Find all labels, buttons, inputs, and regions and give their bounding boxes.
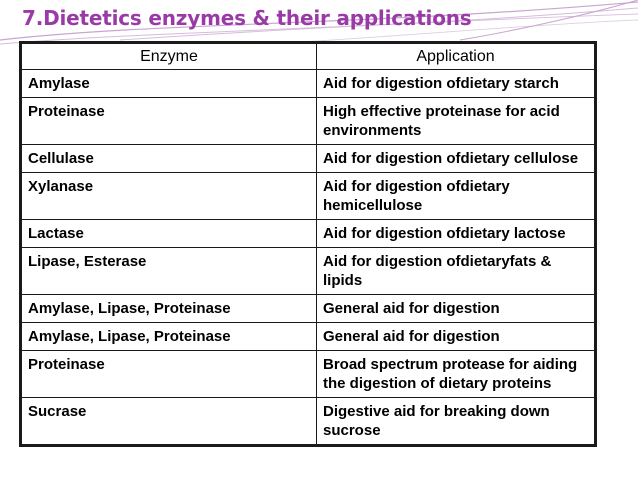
table-row bbox=[22, 248, 595, 295]
enzyme-cell: Amylase bbox=[22, 70, 317, 98]
application-cell: Aid for digestion ofdietary lactose bbox=[317, 220, 595, 248]
table-row bbox=[22, 323, 595, 351]
enzyme-cell: Sucrase bbox=[22, 398, 317, 445]
application-cell: Aid for digestion ofdietaryfats & lipids bbox=[317, 248, 595, 295]
table-row bbox=[22, 351, 595, 398]
application-cell: Aid for digestion ofdietary cellulose bbox=[317, 145, 595, 173]
column-header-enzyme: Enzyme bbox=[22, 44, 317, 70]
table-row bbox=[22, 98, 595, 145]
enzyme-cell: Proteinase bbox=[22, 351, 317, 398]
application-cell: General aid for digestion bbox=[317, 295, 595, 323]
table-row bbox=[22, 145, 595, 173]
table-row bbox=[22, 70, 595, 98]
slide-title: 7.Dietetics enzymes & their applications bbox=[22, 6, 472, 30]
table-row bbox=[22, 398, 595, 445]
enzyme-table bbox=[19, 41, 597, 447]
enzyme-cell: Cellulase bbox=[22, 145, 317, 173]
application-cell: Digestive aid for breaking down sucrose bbox=[317, 398, 595, 445]
column-header-application: Application bbox=[317, 44, 595, 70]
application-cell: Aid for digestion ofdietary hemicellulose bbox=[317, 173, 595, 220]
table-row bbox=[22, 173, 595, 220]
enzyme-cell: Lipase, Esterase bbox=[22, 248, 317, 295]
application-cell: General aid for digestion bbox=[317, 323, 595, 351]
enzyme-cell: Xylanase bbox=[22, 173, 317, 220]
application-cell: High effective proteinase for acid environments bbox=[317, 98, 595, 145]
enzyme-cell: Amylase, Lipase, Proteinase bbox=[22, 295, 317, 323]
enzyme-cell: Lactase bbox=[22, 220, 317, 248]
table-row bbox=[22, 295, 595, 323]
application-cell: Broad spectrum protease for aiding the digestion of dietary proteins bbox=[317, 351, 595, 398]
application-cell: Aid for digestion ofdietary starch bbox=[317, 70, 595, 98]
enzyme-cell: Amylase, Lipase, Proteinase bbox=[22, 323, 317, 351]
table-row bbox=[22, 220, 595, 248]
table-header-row bbox=[22, 44, 595, 70]
enzyme-cell: Proteinase bbox=[22, 98, 317, 145]
